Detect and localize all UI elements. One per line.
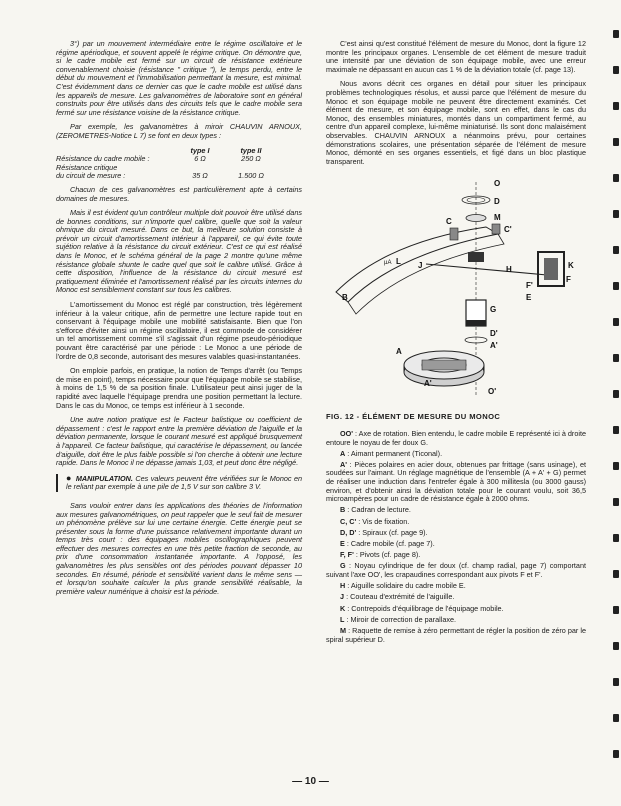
- legend-item: C, C' : Vis de fixation.: [340, 516, 410, 526]
- table-header-type-1: type I: [190, 145, 210, 155]
- zero-adjust: [466, 215, 486, 222]
- paragraph-information-theory: Sans vouloir entrer dans les applications des théories de l'information aux mesures galvanométriques, on peut rappeler que le seul fait de mesurer un phénomène prélève sur lui une certaine énergie. Cette énergie peut se présenter sous la forme d'une puissance relativement importante durant un temps très court : des équipages mobiles oscillographiques peuvent effectuer des mesures correctes en une très petite fraction de seconde, au prix d'une consommation instantanée importante. A l'opposé, les galvanomètres les plus sensibles ont des périodes pouvant dépasser 10 secondes. En résumé, période et sensibilité varient dans le même sens — et lorsqu'on souhaite calculer la plus grande sensibilité réalisable, la première valeur numérique à choisir est la période.: [56, 500, 302, 596]
- svg-text:F': F': [526, 281, 533, 291]
- svg-text:K: K: [568, 261, 574, 271]
- table-cell: 1.500 Ω: [238, 171, 264, 181]
- legend-item: J : Couteau d'extrémité de l'aiguille.: [340, 592, 455, 602]
- paragraph-ballistic-factor: Une autre notion pratique est le Facteur balistique ou coefficient de dépassement : c'est le rapport entre la première déviation de l'aiguille et la déviation permanente, lorsque le courant mesuré est appliqué brusquement à l'appareil. Ce facteur balistique, qui caractérise le dépassement, ou lancée d'aiguille, doit être le plus faible possible si l'on cherche à obtenir une lecture rapide. Dans le Monoc il ne dépasse jamais 1,03, et peut donc être négligé.: [56, 415, 302, 468]
- legend-item: M : Raquette de remise à zéro permettant de régler la position de zéro par le spiral supérieur D.: [326, 625, 586, 644]
- callout-title: MANIPULATION.: [75, 473, 133, 483]
- legend-item: OO' : Axe de rotation. Bien entendu, le cadre mobile E représenté ici à droite entoure le noyau de fer doux G.: [326, 428, 587, 447]
- screw-c: [450, 228, 458, 240]
- exploded-view-illustration: [326, 172, 586, 407]
- svg-text:J: J: [418, 261, 423, 271]
- figure-caption: FIG. 12 - ÉLÉMENT DE MESURE DU MONOC: [326, 412, 501, 422]
- svg-text:H: H: [506, 265, 512, 275]
- paragraph-monoc-damping: L'amortissement du Monoc est réglé par construction, très légèrement inférieur à la valeur critique, afin de permettre une lecture rapide tout en conservant à l'équipage mobile une mobilité satisfaisante. Bien que l'on s'efforce d'éviter ainsi un régime oscillatoire, il est commode de considérer un tel amortissement comme s'il s'agissait d'un régime pseudo-périodique pouvant être caractérisé par une période : Le Monoc a une période de l'ordre de 0,8 seconde, autorisant des mesures valables quasi-instantanées.: [56, 300, 302, 361]
- svg-text:A': A': [424, 379, 432, 389]
- legend-item: D, D' : Spiraux (cf. page 9).: [340, 527, 428, 537]
- legend-item: L : Miroir de correction de parallaxe.: [340, 614, 457, 624]
- svg-text:L: L: [396, 257, 401, 267]
- table-row-label: du circuit de mesure :: [56, 171, 126, 181]
- figure-12-diagram: [326, 172, 586, 407]
- left-column: [56, 40, 302, 602]
- svg-text:F: F: [566, 275, 571, 285]
- legend-item: A' : Pièces polaires en acier doux, obtenues par frittage (sans usinage), et soudées sur l'aimant. Un réglage magnétique de l'ensemble (A + A' + G) permet de réaliser une induction dans l'entrefer égale à 300 millitesla (ou 3000 gauss) environ, et d'obtenir ainsi la déviation totale pour le courant voulu, soit 36,5 microampères pour un cadre de résistance égale à 2000 ohms.: [326, 459, 587, 504]
- legend-item: A : Aimant permanent (Ticonal).: [340, 448, 443, 458]
- table-row-label: Résistance critique: [56, 162, 118, 172]
- dial-arc: [336, 227, 498, 302]
- figure-legend: [326, 430, 586, 644]
- right-column: [326, 40, 586, 647]
- paragraph-measure-element: C'est ainsi qu'est constitué l'élément de mesure du Monoc, dont la figure 12 montre les principaux organes. L'ensemble de cet élément de mesure traduit une intensité par une déviation de son équipage mobile, avec une erreur maximale ne dépassant en aucun cas 1 % de la déviation totale (cf. page 13).: [326, 39, 586, 74]
- svg-text:C': C': [504, 225, 512, 235]
- screw-c-prime: [492, 224, 500, 234]
- paragraph-multiple-controller: Mais il est évident qu'un contrôleur multiple doit pouvoir être utilisé dans de bonnes conditions, sur n'importe quel calibre, quelle que soit la valeur ohmique du circuit mesuré. Dans ce but, la meilleure solution consiste à prévoir un circuit d'amortissement intérieur à l'appareil, ce qui évite toute sujétion relative à la résistance du circuit extérieur. C'est ce qui est réalisé dans le Monoc, et le schéma général de la page 2 montre qu'une même résistance globale shunte le cadre quel que soit le calibre utilisé. Grâce à cette disposition, l'influence de la résistance du circuit mesuré est pratiquement éliminée et l'amortissement réalisé par les circuits internes du Monoc est sensiblement constant sur tous les calibres.: [56, 208, 302, 295]
- svg-text:µA: µA: [384, 260, 392, 267]
- svg-text:B: B: [342, 293, 348, 303]
- svg-text:A: A: [396, 347, 402, 357]
- paragraph-stop-time: On emploie parfois, en pratique, la notion de Temps d'arrêt (ou Temps de mise en point), temps nécessaire pour que l'équipage mobile se stabilise, à moins de 1,5 % de sa position finale. L'utilisateur peut ainsi juger de la rapidité avec laquelle l'équipage prendra une position permettant la lecture. Dans le cas du Monoc, ce temps est inférieur à 1 seconde.: [56, 366, 302, 410]
- legend-item: G : Noyau cylindrique de fer doux (cf. champ radial, page 7) comportant suivant l'axe OO', les crapaudines correspondant aux pivots F et F'.: [326, 561, 586, 579]
- table-header-type-2: type II: [240, 145, 262, 155]
- table-cell: 6 Ω: [194, 154, 206, 164]
- svg-text:O: O: [494, 179, 501, 189]
- galvanometer-table: [56, 147, 302, 181]
- callout-body: Ces valeurs peuvent être vérifiées sur le Monoc en le reliant par exemple à une pile de 1,5 V sur son calibre 3 V.: [66, 473, 303, 492]
- table-row-label: Résistance du cadre mobile :: [56, 154, 150, 164]
- svg-text:A': A': [490, 341, 498, 351]
- manipulation-callout: [56, 474, 302, 492]
- paragraph-aptitude: Chacun de ces galvanomètres est particulièrement apte à certains domaines de mesures.: [56, 184, 302, 203]
- paragraph-example-galvanometers: Par exemple, les galvanomètres à miroir CHAUVIN ARNOUX, (ZEROMETRES-Notice L 7) se font en deux types :: [56, 122, 302, 140]
- svg-text:D': D': [490, 329, 498, 339]
- pivot-block: [468, 252, 484, 262]
- svg-text:G: G: [490, 305, 497, 315]
- legend-item: F, F' : Pivots (cf. page 8).: [340, 550, 421, 560]
- legend-item: K : Contrepoids d'équilibrage de l'équipage mobile.: [340, 603, 504, 613]
- paragraph-critical-regime: 3°) par un mouvement intermédiaire entre le régime oscillatoire et le régime apériodique, et souvent appelé le régime critique. On démontre que, si le cadre mobile est fermé sur un circuit de résistance extérieure convenablement choisie (résistance " critique "), le temps perdu, entre le début du mouvement et l'immobilisation permettant la mesure, est minimal. C'est évidemment dans ce dernier cas que le cadre mobile est utilisé dans les appareils de mesure. Les galvanomètres de laboratoire sont en général construits pour être utilisés dans des circuits tels que le cadre mobile sera fermé sur une résistance voisine de la résistance critique.: [56, 39, 302, 117]
- table-cell: 250 Ω: [241, 154, 261, 164]
- legend-item: H : Aiguille solidaire du cadre mobile E.: [340, 581, 466, 591]
- bullet-icon: ●: [66, 472, 72, 483]
- page-number: — 10 —: [292, 776, 329, 787]
- svg-text:E: E: [526, 293, 532, 303]
- legend-item: B : Cadran de lecture.: [340, 505, 411, 515]
- pole-pieces: [422, 360, 466, 370]
- svg-text:O': O': [488, 387, 497, 397]
- table-cell: 35 Ω: [192, 171, 208, 181]
- svg-text:C: C: [446, 217, 452, 227]
- paragraph-organs-description: Nous avons décrit ces organes en détail pour situer les principaux problèmes technologiques résolus, et aussi parce que l'élément de mesure du Monoc et son équipage mobile ne peuvent être directement examinés. Cet élément de mesure, et son équipage mobile, sont en effet, dans le cas du Monoc, des ensembles miniatures, montés dans un compartiment fermé, au centre d'un appareil complexe, lui-même miniaturisé. Ils sont donc malaisément observables. CHAUVIN ARNOUX a néanmoins prévu, pour certaines démonstrations scolaires, une présentation séparée de l'élément de mesure Monoc, démonté en ses organes essentiels, et figé dans un bloc plastique transparent.: [326, 79, 586, 166]
- coil-center: [544, 258, 558, 280]
- svg-text:D: D: [494, 197, 500, 207]
- legend-item: E : Cadre mobile (cf. page 7).: [340, 539, 435, 548]
- svg-text:M: M: [494, 213, 501, 223]
